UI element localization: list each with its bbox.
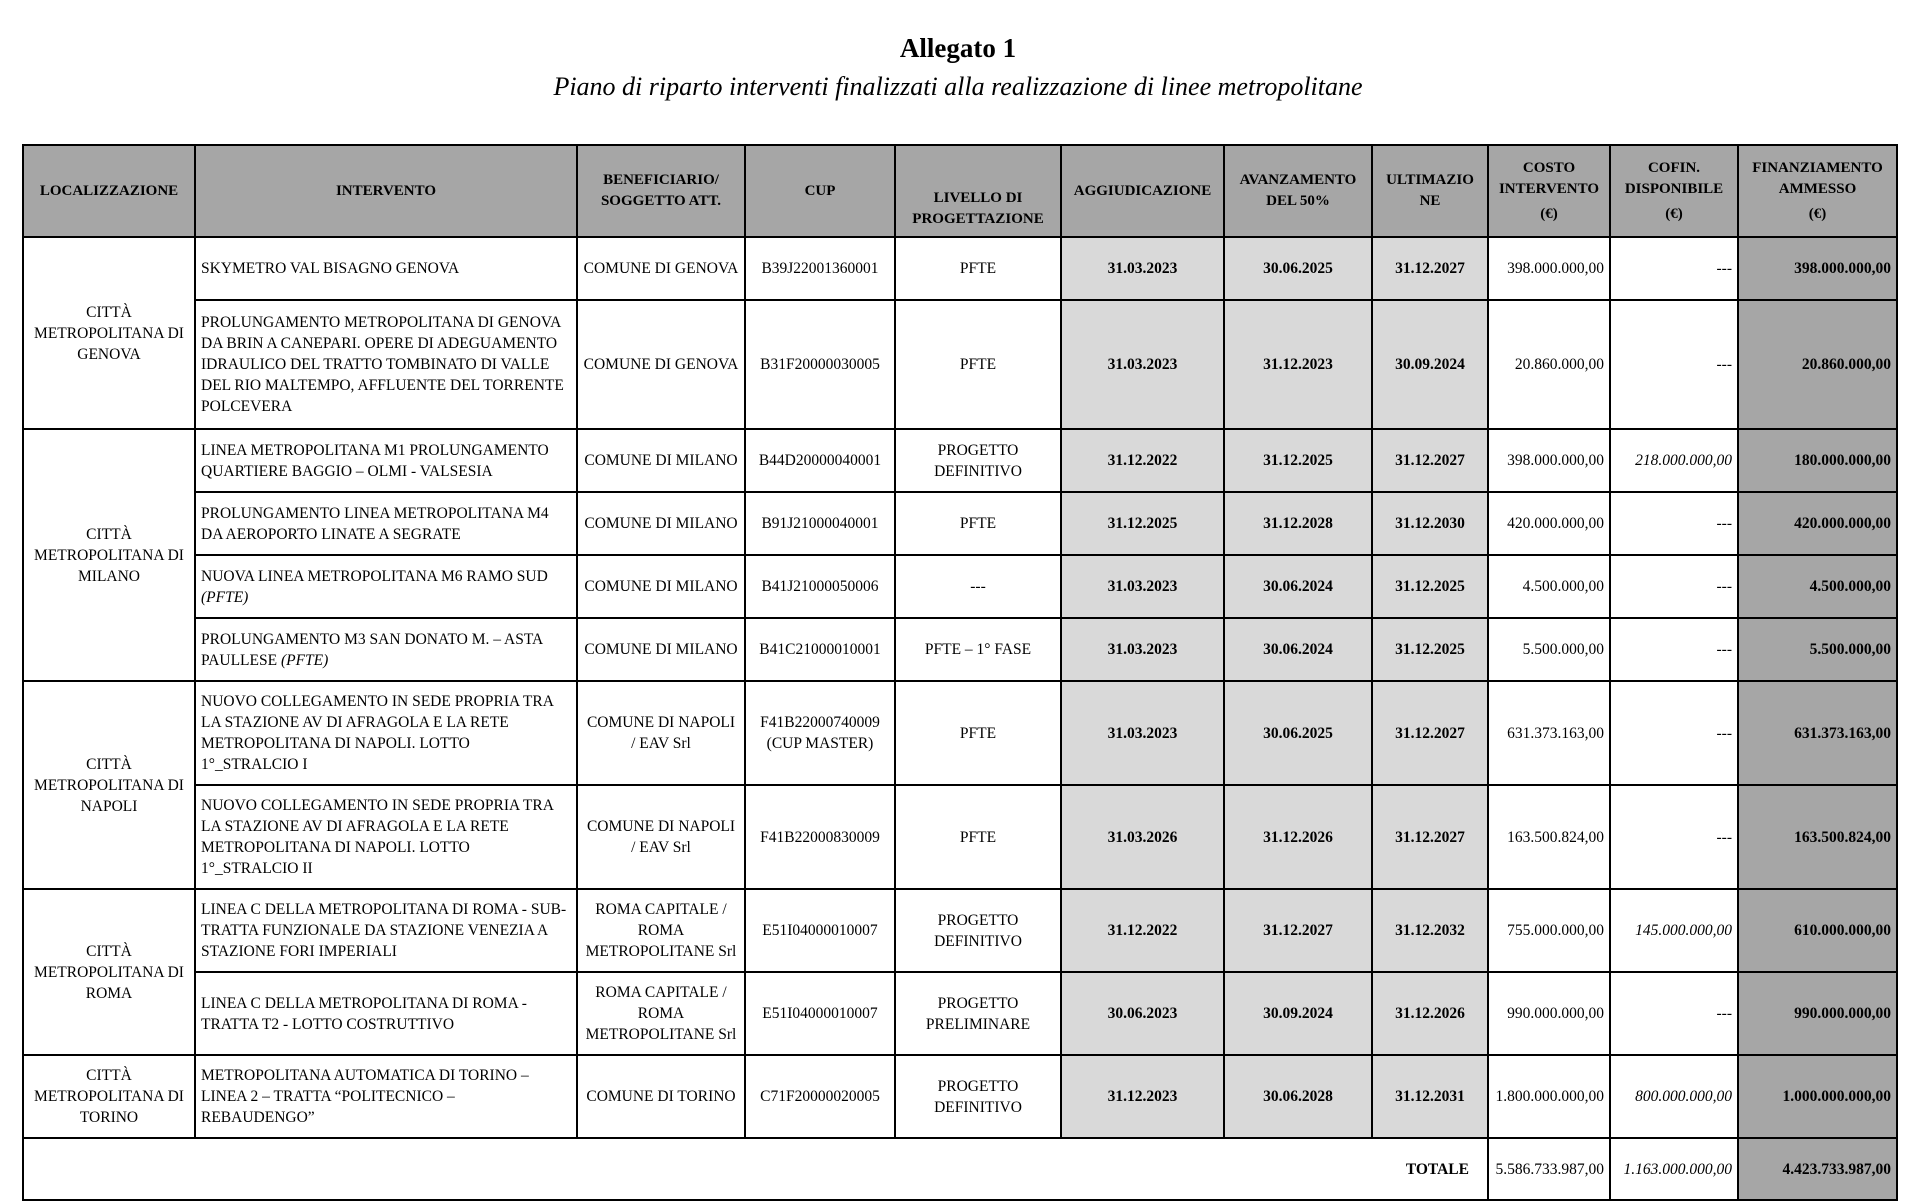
cofin-cell: ---: [1610, 681, 1738, 785]
ultimazione-cell: 31.12.2031: [1372, 1055, 1488, 1138]
beneficiario-cell: ROMA CAPITALE / ROMA METROPOLITANE Srl: [577, 972, 745, 1055]
finanziamento-cell: 398.000.000,00: [1738, 237, 1897, 300]
livello-cell: PROGETTO PRELIMINARE: [895, 972, 1061, 1055]
cup-cell: B91J21000040001: [745, 492, 895, 555]
ultimazione-cell: 31.12.2027: [1372, 681, 1488, 785]
livello-cell: PROGETTO DEFINITIVO: [895, 889, 1061, 972]
beneficiario-cell: COMUNE DI MILANO: [577, 555, 745, 618]
cup-cell: B31F20000030005: [745, 300, 895, 429]
totals-label: TOTALE: [23, 1138, 1488, 1200]
finanziamento-cell: 1.000.000.000,00: [1738, 1055, 1897, 1138]
costo-cell: 163.500.824,00: [1488, 785, 1610, 889]
intervento-cell: NUOVO COLLEGAMENTO IN SEDE PROPRIA TRA LA STAZIONE AV DI AFRAGOLA E LA RETE METROPOLITANA DI NAPOLI. LOTTO 1°_STRALCIO II: [195, 785, 577, 889]
beneficiario-cell: COMUNE DI GENOVA: [577, 237, 745, 300]
cofin-cell: ---: [1610, 785, 1738, 889]
cofin-cell: ---: [1610, 555, 1738, 618]
table-header-row: [23, 145, 1897, 237]
livello-cell: ---: [895, 555, 1061, 618]
avanzamento-cell: 30.06.2028: [1224, 1055, 1372, 1138]
intervento-cell: LINEA C DELLA METROPOLITANA DI ROMA - TRATTA T2 - LOTTO COSTRUTTIVO: [195, 972, 577, 1055]
table-row: [23, 429, 1897, 492]
header-cofin-unit: (€): [1665, 205, 1683, 222]
ultimazione-cell: 31.12.2027: [1372, 785, 1488, 889]
header-costo-label: COSTO INTERVENTO: [1498, 159, 1600, 197]
ultimazione-cell: 30.09.2024: [1372, 300, 1488, 429]
avanzamento-cell: 31.12.2023: [1224, 300, 1372, 429]
document-subtitle: Piano di riparto interventi finalizzati alla realizzazione di linee metropolitane: [553, 72, 1363, 101]
cofin-cell: ---: [1610, 972, 1738, 1055]
avanzamento-cell: 30.06.2025: [1224, 237, 1372, 300]
beneficiario-cell: COMUNE DI NAPOLI / EAV Srl: [577, 681, 745, 785]
intervento-suffix: (PFTE): [201, 588, 249, 606]
cofin-cell: ---: [1610, 300, 1738, 429]
beneficiario-cell: COMUNE DI MILANO: [577, 618, 745, 681]
intervento-cell: NUOVO COLLEGAMENTO IN SEDE PROPRIA TRA LA STAZIONE AV DI AFRAGOLA E LA RETE METROPOLITANA DI NAPOLI. LOTTO 1°_STRALCIO I: [195, 681, 577, 785]
intervento-cell: METROPOLITANA AUTOMATICA DI TORINO – LINEA 2 – TRATTA “POLITECNICO – REBAUDENGO”: [195, 1055, 577, 1138]
avanzamento-cell: 30.06.2024: [1224, 618, 1372, 681]
cup-cell: B41C21000010001: [745, 618, 895, 681]
intervento-cell: SKYMETRO VAL BISAGNO GENOVA: [195, 237, 577, 300]
ultimazione-cell: 31.12.2026: [1372, 972, 1488, 1055]
table-row: [23, 785, 1897, 889]
beneficiario-cell: COMUNE DI TORINO: [577, 1055, 745, 1138]
costo-cell: 990.000.000,00: [1488, 972, 1610, 1055]
totals-costo: 5.586.733.987,00: [1488, 1138, 1610, 1200]
header-finanziamento-label: FINANZIAMENTO AMMESSO: [1752, 159, 1883, 197]
cup-cell: C71F20000020005: [745, 1055, 895, 1138]
finanziamento-cell: 163.500.824,00: [1738, 785, 1897, 889]
avanzamento-cell: 31.12.2025: [1224, 429, 1372, 492]
aggiudicazione-cell: 31.03.2023: [1061, 237, 1224, 300]
localizzazione-cell: CITTÀ METROPOLITANA DI NAPOLI: [23, 681, 195, 889]
header-beneficiario: BENEFICIARIO/ SOGGETTO ATT.: [577, 145, 745, 237]
aggiudicazione-cell: 31.03.2023: [1061, 681, 1224, 785]
livello-cell: PFTE: [895, 681, 1061, 785]
localizzazione-cell: CITTÀ METROPOLITANA DI GENOVA: [23, 237, 195, 429]
finanziamento-cell: 631.373.163,00: [1738, 681, 1897, 785]
livello-cell: PFTE: [895, 237, 1061, 300]
header-aggiudicazione: AGGIUDICAZIONE: [1061, 145, 1224, 237]
intervento-cell: LINEA C DELLA METROPOLITANA DI ROMA - SUB-TRATTA FUNZIONALE DA STAZIONE VENEZIA A STAZIONE FORI IMPERIALI: [195, 889, 577, 972]
aggiudicazione-cell: 31.03.2026: [1061, 785, 1224, 889]
beneficiario-cell: COMUNE DI MILANO: [577, 492, 745, 555]
avanzamento-cell: 30.06.2025: [1224, 681, 1372, 785]
costo-cell: 398.000.000,00: [1488, 237, 1610, 300]
finanziamento-cell: 5.500.000,00: [1738, 618, 1897, 681]
cofin-cell: ---: [1610, 492, 1738, 555]
header-finanziamento-unit: (€): [1808, 205, 1827, 222]
table-row: [23, 618, 1897, 681]
document-title: Allegato 1: [899, 33, 1017, 63]
finanziamento-cell: 990.000.000,00: [1738, 972, 1897, 1055]
ultimazione-cell: 31.12.2025: [1372, 555, 1488, 618]
avanzamento-cell: 31.12.2027: [1224, 889, 1372, 972]
beneficiario-cell: COMUNE DI NAPOLI / EAV Srl: [577, 785, 745, 889]
costo-cell: 755.000.000,00: [1488, 889, 1610, 972]
table-row: [23, 555, 1897, 618]
intervento-cell: [195, 618, 577, 681]
beneficiario-cell: COMUNE DI GENOVA: [577, 300, 745, 429]
intervento-cell: [195, 555, 577, 618]
aggiudicazione-cell: 31.12.2025: [1061, 492, 1224, 555]
costo-cell: 398.000.000,00: [1488, 429, 1610, 492]
ultimazione-cell: 31.12.2027: [1372, 429, 1488, 492]
intervento-cell: PROLUNGAMENTO METROPOLITANA DI GENOVA DA BRIN A CANEPARI. OPERE DI ADEGUAMENTO IDRAULICO DEL TRATTO TOMBINATO DI VALLE DEL RIO MALTEMPO, AFFLUENTE DEL TORRENTE POLCEVERA: [195, 300, 577, 429]
livello-cell: PFTE: [895, 492, 1061, 555]
table-row: [23, 300, 1897, 429]
cofin-cell: 145.000.000,00: [1610, 889, 1738, 972]
cup-cell: F41B22000740009 (CUP MASTER): [745, 681, 895, 785]
cup-cell: B44D20000040001: [745, 429, 895, 492]
livello-cell: PROGETTO DEFINITIVO: [895, 429, 1061, 492]
livello-cell: PFTE – 1° FASE: [895, 618, 1061, 681]
costo-cell: 4.500.000,00: [1488, 555, 1610, 618]
totals-finanziamento: 4.423.733.987,00: [1738, 1138, 1897, 1200]
ultimazione-cell: 31.12.2025: [1372, 618, 1488, 681]
costo-cell: 20.860.000,00: [1488, 300, 1610, 429]
cofin-cell: 800.000.000,00: [1610, 1055, 1738, 1138]
header-costo: [1488, 145, 1610, 237]
beneficiario-cell: ROMA CAPITALE / ROMA METROPOLITANE Srl: [577, 889, 745, 972]
beneficiario-cell: COMUNE DI MILANO: [577, 429, 745, 492]
livello-cell: PFTE: [895, 785, 1061, 889]
aggiudicazione-cell: 30.06.2023: [1061, 972, 1224, 1055]
localizzazione-cell: CITTÀ METROPOLITANA DI TORINO: [23, 1055, 195, 1138]
finanziamento-cell: 180.000.000,00: [1738, 429, 1897, 492]
table-row: [23, 237, 1897, 300]
intervento-text: PROLUNGAMENTO M3 SAN DONATO M. – ASTA PAULLESE: [201, 630, 543, 669]
aggiudicazione-cell: 31.03.2023: [1061, 300, 1224, 429]
aggiudicazione-cell: 31.12.2023: [1061, 1055, 1224, 1138]
header-localizzazione: LOCALIZZAZIONE: [23, 145, 195, 237]
cup-cell: F41B22000830009: [745, 785, 895, 889]
cup-cell: B39J22001360001: [745, 237, 895, 300]
intervento-suffix: (PFTE): [280, 651, 329, 669]
livello-cell: PFTE: [895, 300, 1061, 429]
livello-cell: PROGETTO DEFINITIVO: [895, 1055, 1061, 1138]
finanziamento-cell: 20.860.000,00: [1738, 300, 1897, 429]
allocation-table: [22, 144, 1898, 1201]
aggiudicazione-cell: 31.03.2023: [1061, 618, 1224, 681]
aggiudicazione-cell: 31.12.2022: [1061, 429, 1224, 492]
aggiudicazione-cell: 31.12.2022: [1061, 889, 1224, 972]
ultimazione-cell: 31.12.2027: [1372, 237, 1488, 300]
costo-cell: 5.500.000,00: [1488, 618, 1610, 681]
header-costo-unit: (€): [1540, 205, 1558, 222]
localizzazione-cell: CITTÀ METROPOLITANA DI ROMA: [23, 889, 195, 1055]
avanzamento-cell: 31.12.2026: [1224, 785, 1372, 889]
finanziamento-cell: 4.500.000,00: [1738, 555, 1897, 618]
table-row: [23, 1055, 1897, 1138]
totals-row: [23, 1138, 1897, 1200]
ultimazione-cell: 31.12.2030: [1372, 492, 1488, 555]
table-row: [23, 681, 1897, 785]
header-cofin: [1610, 145, 1738, 237]
avanzamento-cell: 31.12.2028: [1224, 492, 1372, 555]
table-row: [23, 889, 1897, 972]
intervento-cell: PROLUNGAMENTO LINEA METROPOLITANA M4 DA AEROPORTO LINATE A SEGRATE: [195, 492, 577, 555]
avanzamento-cell: 30.09.2024: [1224, 972, 1372, 1055]
header-avanzamento: AVANZAMENTO DEL 50%: [1224, 145, 1372, 237]
cup-cell: E51I04000010007: [745, 889, 895, 972]
header-livello-label: LIVELLO DI PROGETTAZIONE: [912, 190, 1044, 227]
finanziamento-cell: 420.000.000,00: [1738, 492, 1897, 555]
cup-cell: B41J21000050006: [745, 555, 895, 618]
header-cup: CUP: [745, 145, 895, 237]
costo-cell: 631.373.163,00: [1488, 681, 1610, 785]
intervento-text: NUOVA LINEA METROPOLITANA M6 RAMO SUD: [201, 567, 548, 585]
cofin-cell: ---: [1610, 618, 1738, 681]
cofin-cell: 218.000.000,00: [1610, 429, 1738, 492]
ultimazione-cell: 31.12.2032: [1372, 889, 1488, 972]
header-intervento: INTERVENTO: [195, 145, 577, 237]
document-heading: [0, 28, 1916, 106]
costo-cell: 1.800.000.000,00: [1488, 1055, 1610, 1138]
aggiudicazione-cell: 31.03.2023: [1061, 555, 1224, 618]
totals-cofin: 1.163.000.000,00: [1610, 1138, 1738, 1200]
localizzazione-cell: CITTÀ METROPOLITANA DI MILANO: [23, 429, 195, 681]
table-row: [23, 492, 1897, 555]
costo-cell: 420.000.000,00: [1488, 492, 1610, 555]
cofin-cell: ---: [1610, 237, 1738, 300]
header-livello: [895, 145, 1061, 237]
header-cofin-label: COFIN. DISPONIBILE: [1624, 159, 1724, 197]
header-finanziamento: [1738, 145, 1897, 237]
intervento-cell: LINEA METROPOLITANA M1 PROLUNGAMENTO QUARTIERE BAGGIO – OLMI - VALSESIA: [195, 429, 577, 492]
avanzamento-cell: 30.06.2024: [1224, 555, 1372, 618]
header-ultimazione: ULTIMAZIO NE: [1372, 145, 1488, 237]
cup-cell: E51I04000010007: [745, 972, 895, 1055]
table-row: [23, 972, 1897, 1055]
finanziamento-cell: 610.000.000,00: [1738, 889, 1897, 972]
